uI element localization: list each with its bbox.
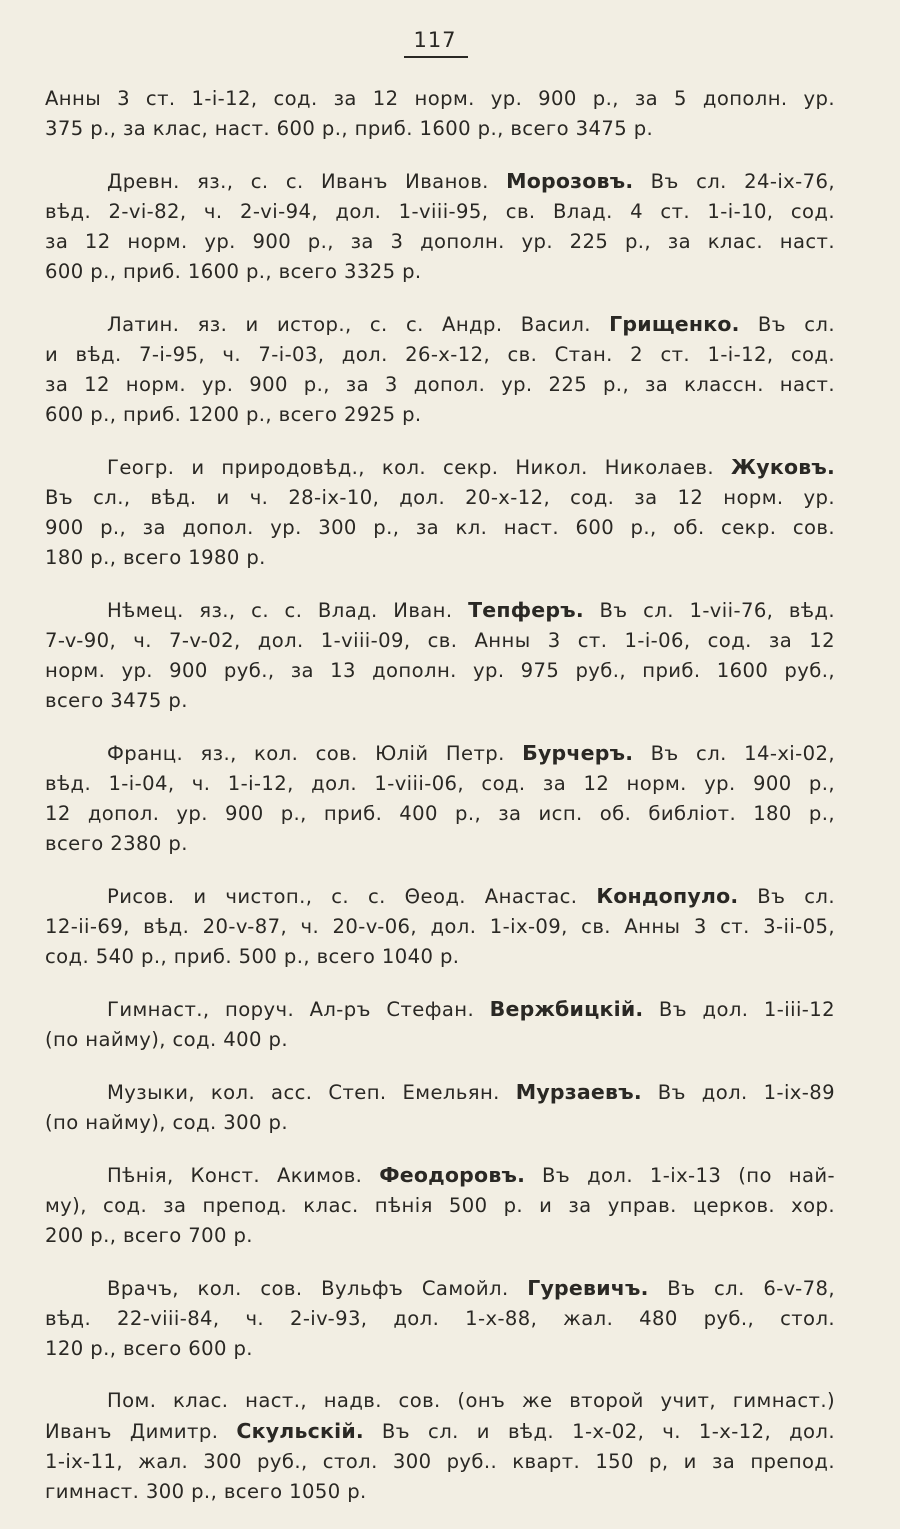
text-line — [45, 626, 835, 656]
line-text: Франц. яз., кол. сов. Юлій Петр. — [107, 742, 523, 765]
line-text: Пѣнія, Конст. Акимов. — [107, 1164, 380, 1187]
line-text: вѣд. 1-i-04, ч. 1-i-12, дол. 1-viii-06, сод. за 12 норм. ур. 900 р., — [45, 772, 835, 795]
line-text: Геогр. и природовѣд., кол. секр. Никол. Николаев. — [107, 456, 731, 479]
line-text: 1-ix-11, жал. 300 руб., стол. 300 руб.. кварт. 150 р, и за препод. — [45, 1450, 835, 1473]
line-text: Въ сл. — [739, 313, 835, 336]
person-surname: Морозовъ. — [506, 169, 634, 193]
text-line — [45, 197, 835, 227]
entry-paragraph — [45, 738, 835, 859]
text-line — [45, 942, 835, 972]
text-line — [45, 738, 835, 769]
line-text: Въ сл. 14-xi-02, — [633, 742, 835, 765]
line-text: сод. 540 р., приб. 500 р., всего 1040 р. — [45, 945, 460, 968]
text-line — [45, 799, 835, 829]
text-line — [45, 114, 835, 144]
line-text: Въ дол. 1-ix-89 — [641, 1081, 835, 1104]
line-text: всего 3475 р. — [45, 689, 188, 712]
line-text: 12-ii-69, вѣд. 20-v-87, ч. 20-v-06, дол. 1-ix-09, св. Анны 3 ст. 3-ii-05, — [45, 915, 835, 938]
line-text: вѣд. 2-vi-82, ч. 2-vi-94, дол. 1-viii-95, св. Влад. 4 ст. 1-i-10, сод. — [45, 200, 835, 223]
line-text: Пом. клас. наст., надв. сов. (онъ же второй учит, гимнаст.) — [107, 1389, 835, 1412]
person-surname: Вержбицкій. — [489, 997, 644, 1021]
person-surname: Бурчеръ. — [522, 741, 634, 765]
line-text: Гимнаст., поруч. Ал-ръ Стефан. — [107, 998, 490, 1021]
line-text: Латин. яз. и истор., с. с. Андр. Васил. — [107, 313, 610, 336]
person-surname: Грищенко. — [609, 312, 740, 336]
entry-paragraph — [45, 1273, 835, 1364]
entry-paragraph — [45, 994, 835, 1055]
line-text: 375 р., за клас, наст. 600 р., приб. 1600 р., всего 3475 р. — [45, 117, 654, 140]
line-text: 120 р., всего 600 р. — [45, 1337, 253, 1360]
text-line — [45, 1477, 835, 1507]
text-line — [45, 1273, 835, 1304]
line-text: за 12 норм. ур. 900 р., за 3 допол. ур. 225 р., за классн. наст. — [45, 373, 835, 396]
text-line — [45, 881, 835, 912]
text-line — [45, 686, 835, 716]
text-line — [45, 1077, 835, 1108]
text-line — [45, 257, 835, 287]
line-text: и вѣд. 7-i-95, ч. 7-i-03, дол. 26-x-12, св. Стан. 2 ст. 1-i-12, сод. — [45, 343, 835, 366]
line-text: норм. ур. 900 руб., за 13 дополн. ур. 975 руб., приб. 1600 руб., — [45, 659, 835, 682]
text-line — [45, 1191, 835, 1221]
person-surname: Скульскій. — [236, 1419, 364, 1443]
text-line — [45, 309, 835, 340]
line-text: Въ сл. 1-vii-76, вѣд. — [583, 599, 835, 622]
entry-paragraph — [45, 1077, 835, 1138]
text-line — [45, 1108, 835, 1138]
text-line — [45, 1386, 835, 1416]
line-text: Анны 3 ст. 1-i-12, сод. за 12 норм. ур. 900 р., за 5 дополн. ур. — [45, 87, 835, 110]
line-text: 200 р., всего 700 р. — [45, 1224, 253, 1247]
line-text: вѣд. 22-viii-84, ч. 2-iv-93, дол. 1-x-88, жал. 480 руб., стол. — [45, 1307, 835, 1330]
text-line — [45, 166, 835, 197]
text-line — [45, 994, 835, 1025]
line-text: Въ сл. — [738, 885, 835, 908]
text-line — [45, 1221, 835, 1251]
text-line — [45, 452, 835, 483]
entry-paragraph — [45, 84, 835, 144]
text-line — [45, 1416, 835, 1447]
entry-paragraph — [45, 1160, 835, 1251]
person-surname: Жуковъ. — [730, 455, 835, 479]
entry-paragraph — [45, 595, 835, 716]
line-text: 600 р., приб. 1200 р., всего 2925 р. — [45, 403, 422, 426]
line-text: всего 2380 р. — [45, 832, 188, 855]
text-line — [45, 1025, 835, 1055]
entry-paragraph — [45, 1386, 835, 1507]
line-text: Въ сл., вѣд. и ч. 28-ix-10, дол. 20-x-12, сод. за 12 норм. ур. — [45, 486, 835, 509]
line-text: 900 р., за допол. ур. 300 р., за кл. наст. 600 р., об. секр. сов. — [45, 516, 835, 539]
text-line — [45, 340, 835, 370]
person-surname: Мурзаевъ. — [515, 1080, 642, 1104]
text-line — [45, 595, 835, 626]
line-text: 12 допол. ур. 900 р., приб. 400 р., за исп. об. библіот. 180 р., — [45, 802, 835, 825]
person-surname: Гуревичъ. — [527, 1276, 649, 1300]
body-text — [45, 84, 835, 1529]
text-line — [45, 400, 835, 430]
person-surname: Феодоровъ. — [379, 1163, 526, 1187]
text-line — [45, 769, 835, 799]
line-text: Иванъ Димитр. — [45, 1420, 237, 1443]
page-number: 117 — [413, 28, 457, 52]
text-line — [45, 483, 835, 513]
person-surname: Тепферъ. — [468, 598, 584, 622]
entry-paragraph — [45, 309, 835, 430]
text-line — [45, 543, 835, 573]
line-text: Въ дол. 1-ix-13 (по най- — [525, 1164, 835, 1187]
line-text: 600 р., приб. 1600 р., всего 3325 р. — [45, 260, 422, 283]
text-line — [45, 912, 835, 942]
line-text: Въ дол. 1-iii-12 — [643, 998, 835, 1021]
entry-paragraph — [45, 881, 835, 972]
person-surname: Кондопуло. — [596, 884, 739, 908]
entry-paragraph — [45, 166, 835, 287]
line-text: Врачъ, кол. сов. Вульфъ Самойл. — [107, 1277, 528, 1300]
text-line — [45, 1160, 835, 1191]
text-line — [45, 829, 835, 859]
text-line — [45, 1304, 835, 1334]
text-line — [45, 1447, 835, 1477]
line-text: Музыки, кол. асс. Степ. Емельян. — [107, 1081, 516, 1104]
text-line — [45, 656, 835, 686]
line-text: Въ сл. и вѣд. 1-x-02, ч. 1-x-12, дол. — [363, 1420, 835, 1443]
text-line — [45, 513, 835, 543]
line-text: 7-v-90, ч. 7-v-02, дол. 1-viii-09, св. Анны 3 ст. 1-i-06, сод. за 12 — [45, 629, 835, 652]
text-line — [45, 227, 835, 257]
entry-paragraph — [45, 452, 835, 573]
line-text: 180 р., всего 1980 р. — [45, 546, 266, 569]
text-line — [45, 370, 835, 400]
line-text: Въ сл. 24-ix-76, — [633, 170, 835, 193]
line-text: Въ сл. 6-v-78, — [648, 1277, 835, 1300]
text-line — [45, 84, 835, 114]
line-text: (по найму), сод. 400 р. — [45, 1028, 288, 1051]
text-line — [45, 1334, 835, 1364]
line-text: му), сод. за препод. клас. пѣнія 500 р. и за управ. церков. хор. — [45, 1194, 835, 1217]
line-text: за 12 норм. ур. 900 р., за 3 дополн. ур. 225 р., за клас. наст. — [45, 230, 835, 253]
page-number-rule — [404, 56, 468, 58]
line-text: (по найму), сод. 300 р. — [45, 1111, 288, 1134]
line-text: Древн. яз., с. с. Иванъ Иванов. — [107, 170, 507, 193]
line-text: гимнаст. 300 р., всего 1050 р. — [45, 1480, 367, 1503]
line-text: Рисов. и чистоп., с. с. Θеод. Анастас. — [107, 885, 597, 908]
line-text: Нѣмец. яз., с. с. Влад. Иван. — [107, 599, 469, 622]
